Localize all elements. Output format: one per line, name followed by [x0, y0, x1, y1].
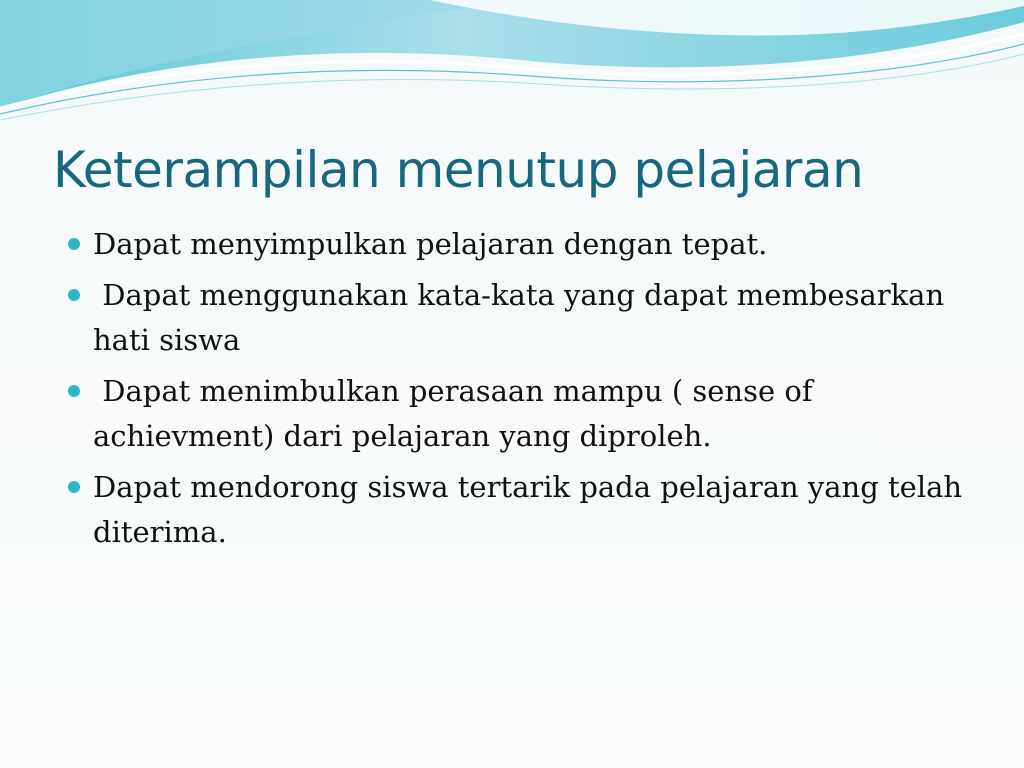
bullet-dot-icon: [68, 481, 80, 493]
bullet-item: [64, 369, 964, 459]
bullet-text: Dapat menimbulkan perasaan mampu ( sense of achievment) dari pelajaran yang diproleh.: [93, 374, 822, 453]
header-wave-decoration: [0, 0, 1024, 130]
bullet-item: [64, 273, 964, 363]
bullet-dot-icon: [68, 238, 80, 250]
bullet-item: [64, 465, 972, 555]
bullet-text: Dapat menyimpulkan pelajaran dengan tepat.: [93, 227, 768, 261]
bullet-dot-icon: [68, 289, 80, 301]
slide-title: Keterampilan menutup pelajaran: [53, 141, 864, 199]
bullet-text: Dapat menggunakan kata-kata yang dapat membesarkan hati siswa: [93, 278, 954, 357]
bullet-list: [64, 222, 972, 561]
bullet-text: Dapat mendorong siswa tertarik pada pelajaran yang telah diterima.: [93, 470, 972, 549]
bullet-item: [64, 222, 964, 267]
bullet-dot-icon: [68, 385, 80, 397]
